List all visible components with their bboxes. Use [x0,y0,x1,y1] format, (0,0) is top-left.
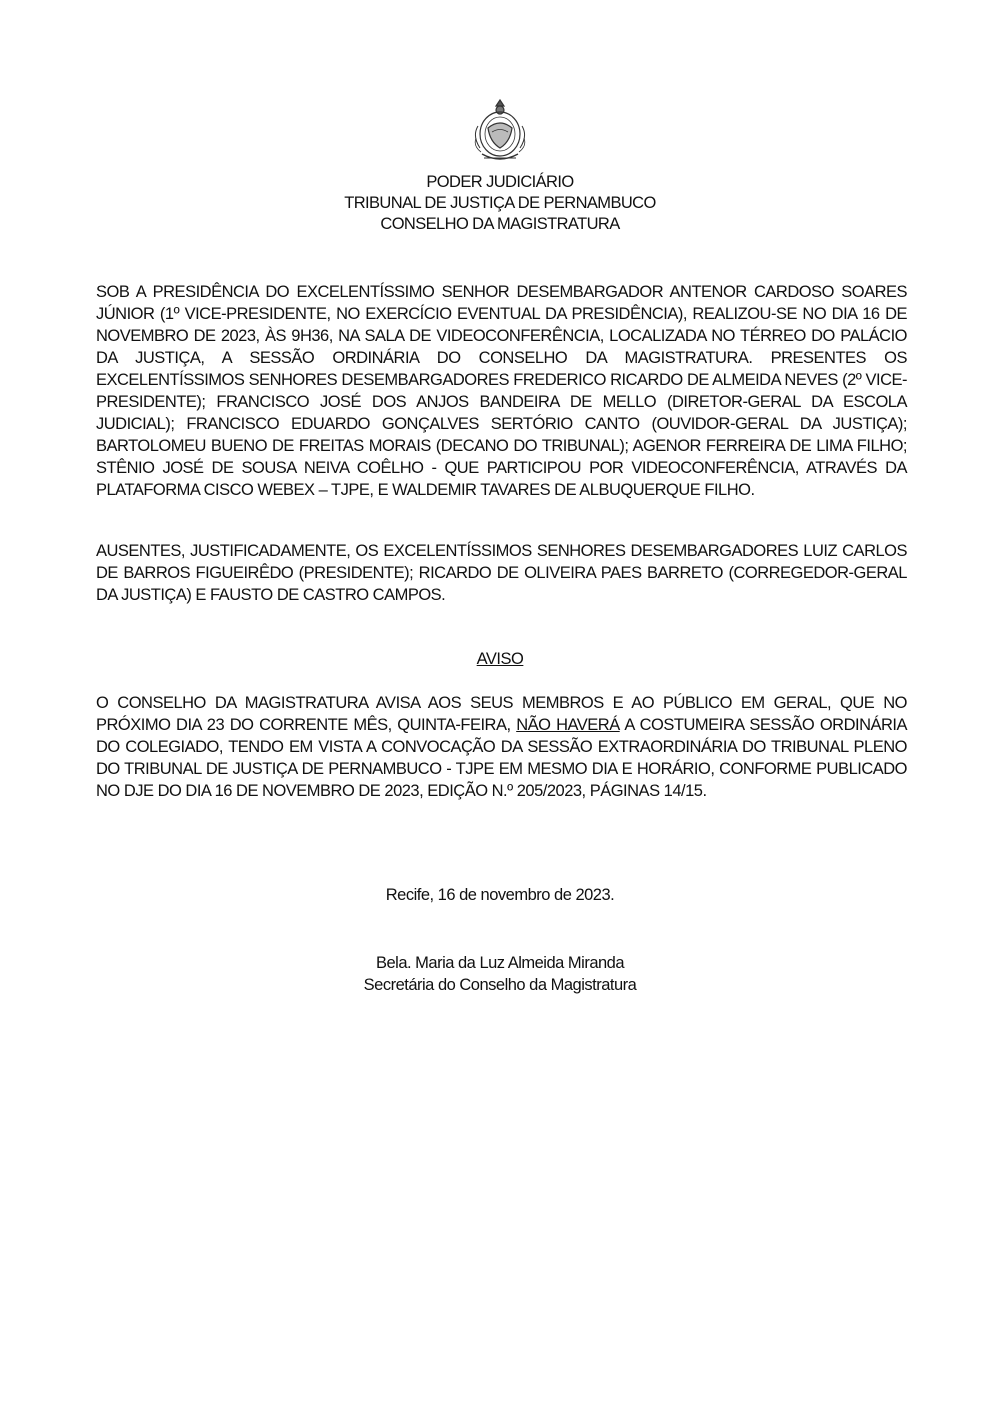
absences-paragraph: AUSENTES, JUSTIFICADAMENTE, OS EXCELENTÍSSIMOS SENHORES DESEMBARGADORES LUIZ CARLOS DE BARROS FIGUEIRÊDO (PRESIDENTE); RICARDO DE OLIVEIRA PAES BARRETO (CORREGEDOR-GERAL DA JUSTIÇA) E FAUSTO DE CASTRO CAMPOS. [96,542,907,604]
session-paragraph: SOB A PRESIDÊNCIA DO EXCELENTÍSSIMO SENHOR DESEMBARGADOR ANTENOR CARDOSO SOARES JÚNIOR (1º VICE-PRESIDENTE, NO EXERCÍCIO EVENTUAL DA PRESIDÊNCIA), REALIZOU-SE NO DIA 16 DE NOVEMBRO DE 2023, ÀS 9H36, NA SALA DE VIDEOCONFERÊNCIA, LOCALIZADA NO TÉRREO DO PALÁCIO DA JUSTIÇA, A SESSÃO ORDINÁRIA DO CONSELHO DA MAGISTRATURA. PRESENTES OS EXCELENTÍSSIMOS SENHORES DESEMBARGADORES FREDERICO RICARDO DE ALMEIDA NEVES (2º VICE-PRESIDENTE); FRANCISCO JOSÉ DOS ANJOS BANDEIRA DE MELLO (DIRETOR-GERAL DA ESCOLA JUDICIAL); FRANCISCO EDUARDO GONÇALVES SERTÓRIO CANTO (OUVIDOR-GERAL DA JUSTIÇA); BARTOLOMEU BUENO DE FREITAS MORAIS (DECANO DO TRIBUNAL); AGENOR FERREIRA DE LIMA FILHO; STÊNIO JOSÉ DE SOUSA NEIVA COÊLHO - QUE PARTICIPOU POR VIDEOCONFERÊNCIA, ATRAVÉS DA PLATAFORMA CISCO WEBEX – TJPE, E WALDEMIR TAVARES DE ALBUQUERQUE FILHO. [96,283,907,499]
aviso-title: AVISO [476,650,524,668]
date-line: Recife, 16 de novembro de 2023. [385,886,615,904]
notice-text-start: O CONSELHO DA MAGISTRATURA AVISA AOS SEUS MEMBROS E AO PÚBLICO EM GERAL, QUE NO PRÓXIMO DIA 23 DO CORRENTE MÊS, QUINTA-FEIRA, [96,694,907,734]
notice-emphasis: NÃO HAVERÁ [516,716,620,734]
notice-paragraph [96,692,907,802]
header-line-1: PODER JUDICIÁRIO [426,173,574,191]
notice-text-end: A COSTUMEIRA SESSÃO ORDINÁRIA DO COLEGIADO, TENDO EM VISTA A CONVOCAÇÃO DA SESSÃO EXTRAORDINÁRIA DO TRIBUNAL PLENO DO TRIBUNAL DE JUSTIÇA DE PERNAMBUCO - TJPE EM MESMO DIA E HORÁRIO, CONFORME PUBLICADO NO DJE DO DIA 16 DE NOVEMBRO DE 2023, EDIÇÃO N.º 205/2023, PÁGINAS 14/15. [96,716,908,800]
document-header [0,172,1000,235]
signer-name: Bela. Maria da Luz Almeida Miranda [375,954,625,972]
header-line-3: CONSELHO DA MAGISTRATURA [380,215,620,233]
signer-title: Secretária do Conselho da Magistratura [363,976,637,994]
coat-of-arms-icon [470,98,530,166]
signature-block [0,952,1000,996]
header-line-2: TRIBUNAL DE JUSTIÇA DE PERNAMBUCO [344,194,656,212]
